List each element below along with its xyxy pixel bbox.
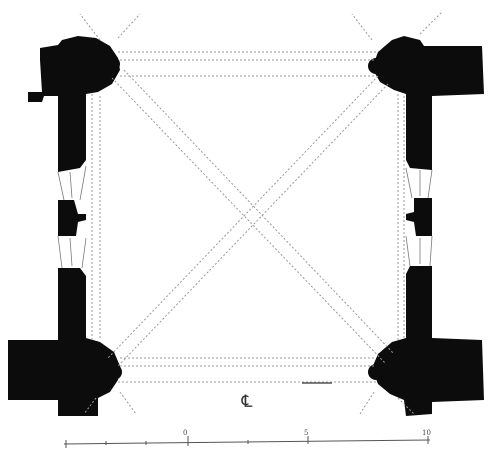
right-wall-lower — [372, 266, 484, 416]
rib-extension-top-right-a — [352, 14, 372, 40]
diagonal-rib-a2 — [124, 70, 394, 354]
rib-extension-top-left-a — [80, 14, 100, 40]
left-window-lower-splay — [58, 236, 86, 268]
column-base-bottom-left — [106, 364, 122, 380]
column-base-top-right — [368, 58, 384, 74]
rib-extension-top-left-b — [118, 14, 140, 38]
scale-bar-line — [64, 440, 430, 444]
left-wall-middle-pier — [58, 200, 86, 236]
scale-bar — [64, 436, 430, 448]
walls — [8, 36, 484, 416]
column-base-bottom-right — [368, 364, 384, 380]
right-wall-middle-pier — [406, 198, 432, 236]
centre-line-symbol: ℄ — [241, 392, 253, 412]
left-wall-lower — [8, 268, 120, 416]
rib-extension-bottom-left-b — [120, 392, 136, 414]
right-window-lower-splay — [406, 236, 432, 266]
right-wall-upper — [372, 36, 484, 170]
diagonal-rib-b1 — [108, 76, 378, 358]
scale-label-10: 10 — [422, 429, 431, 437]
right-window-upper-splay — [406, 168, 432, 198]
left-wall-upper — [28, 36, 120, 172]
rib-extension-bottom-right-a — [360, 392, 374, 414]
scale-label-0: 0 — [183, 429, 188, 437]
diagonal-rib-a1 — [112, 78, 386, 364]
rib-extension-top-right-b — [420, 12, 442, 34]
column-base-top-left — [104, 56, 120, 72]
scale-label-5: 5 — [304, 429, 309, 437]
column-bases — [104, 56, 384, 380]
